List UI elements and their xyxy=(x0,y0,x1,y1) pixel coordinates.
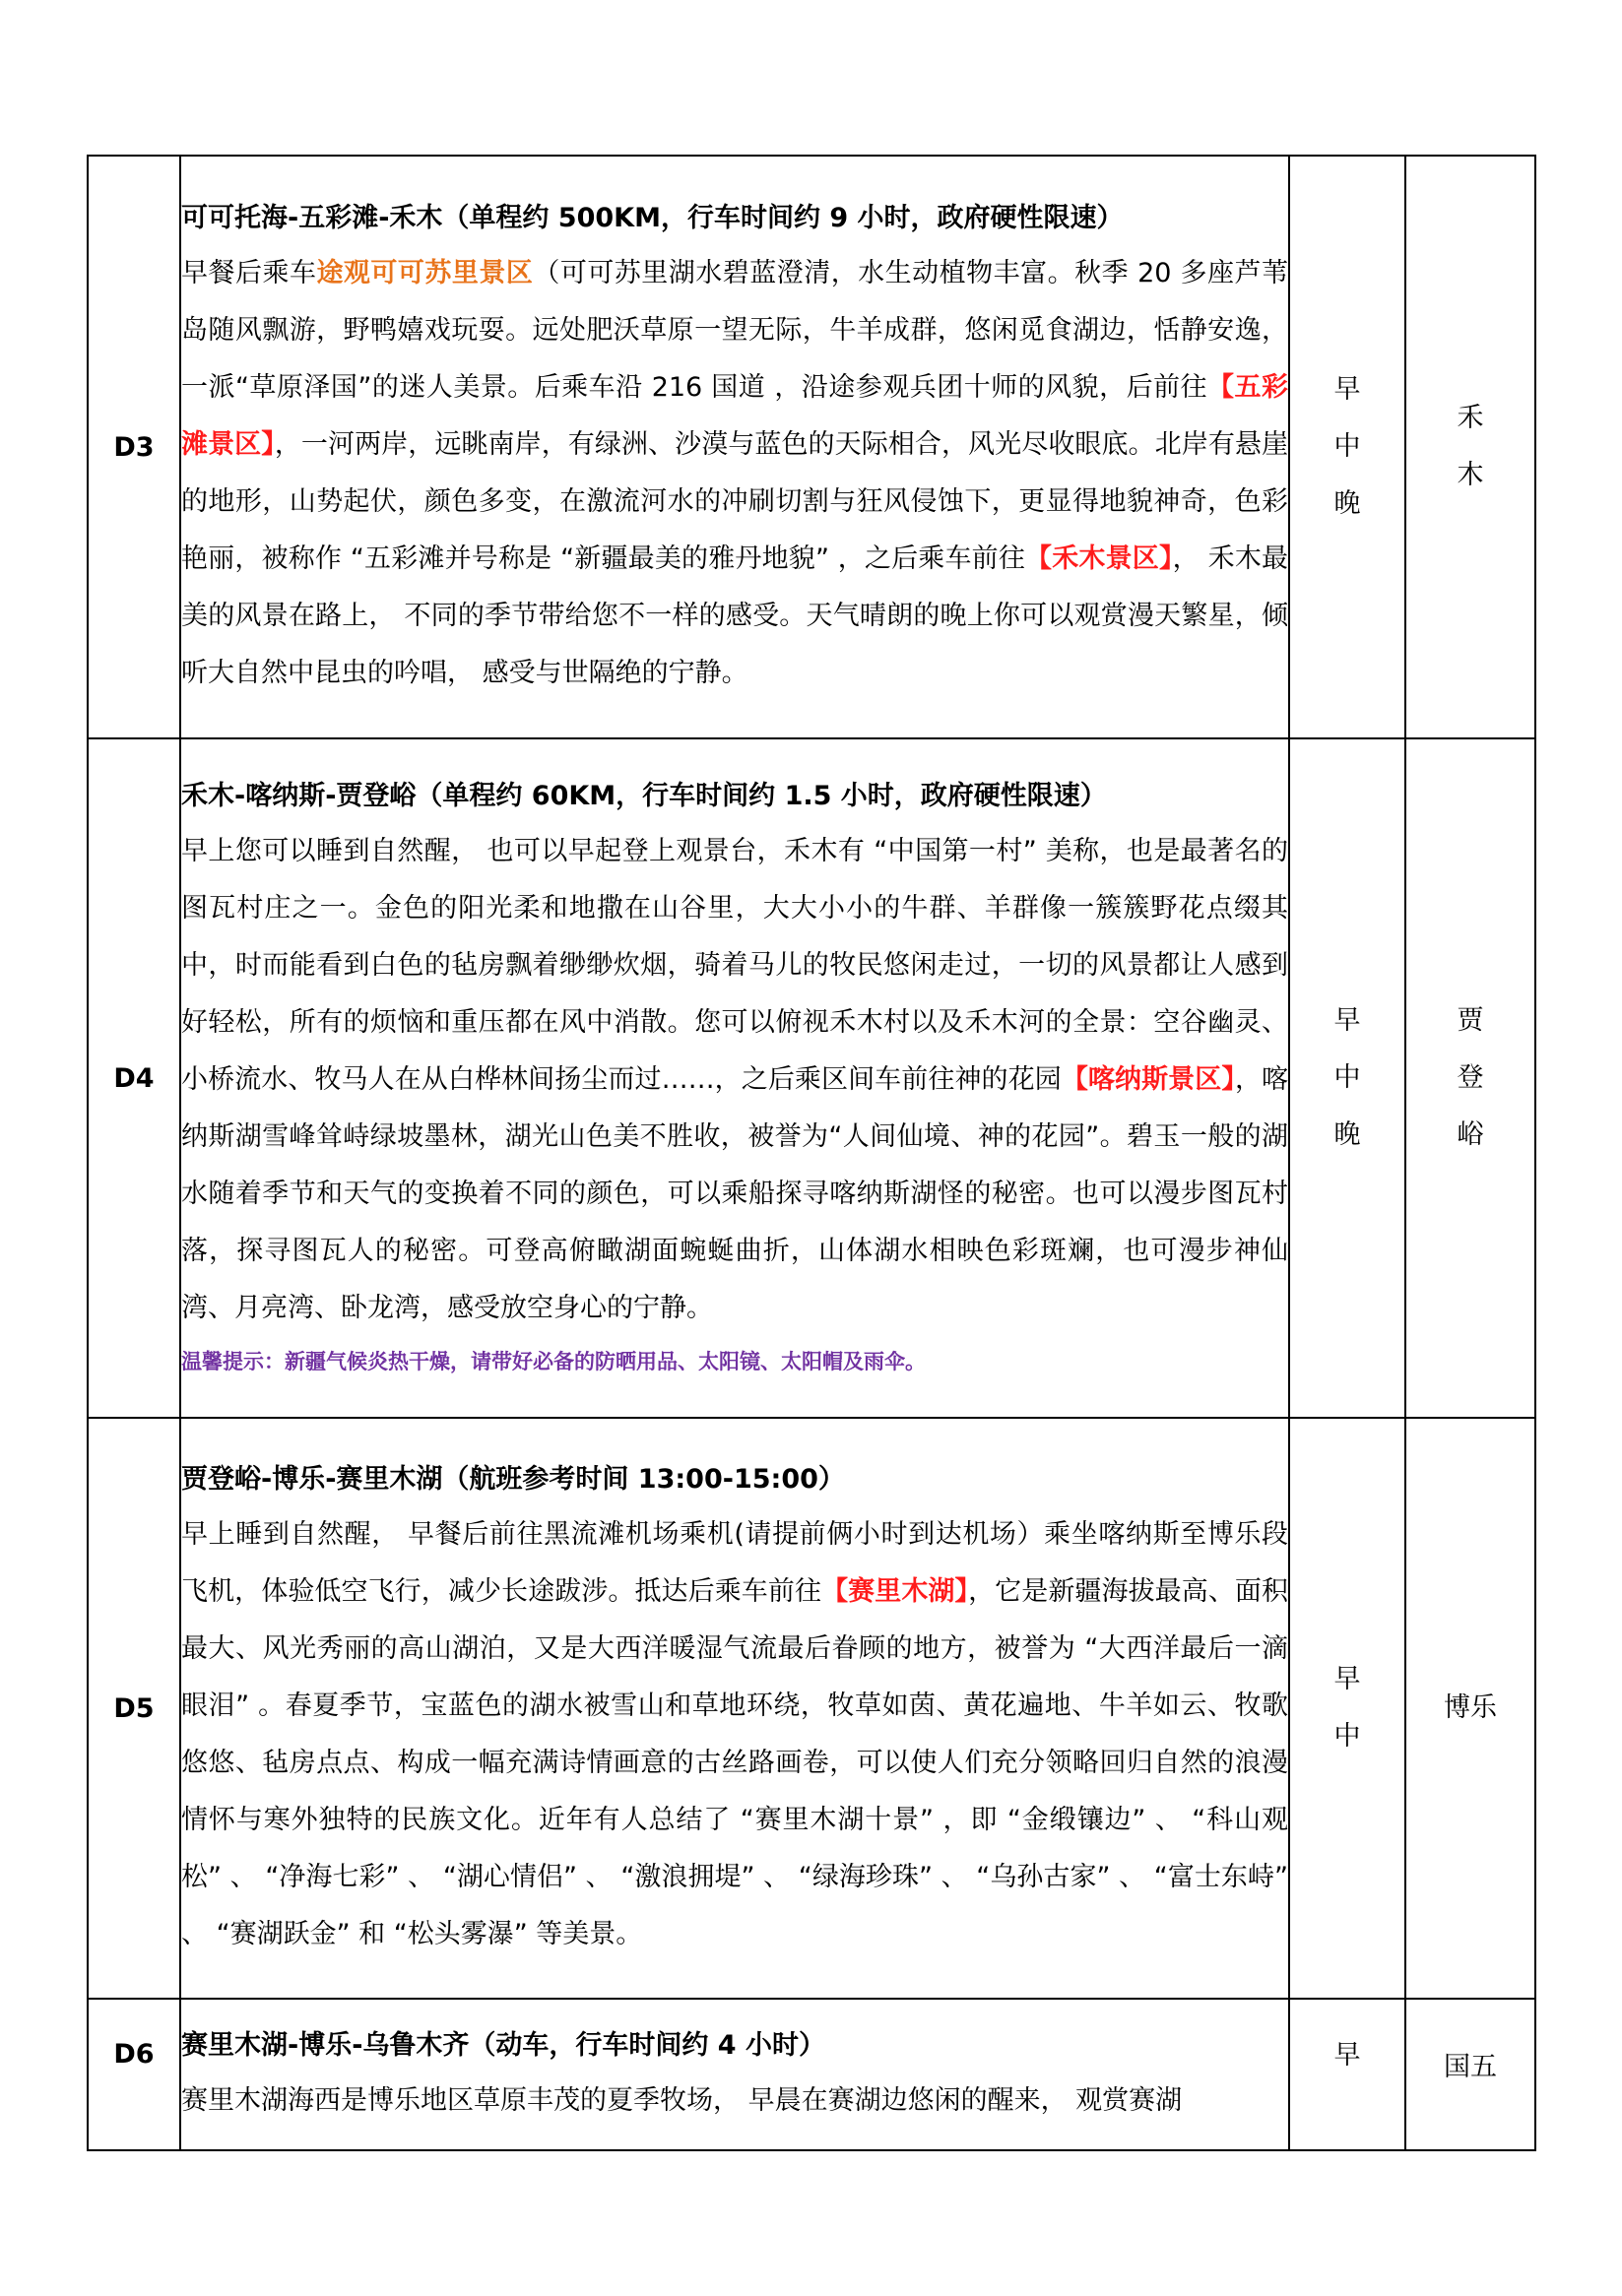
accommodation-text: 博乐 xyxy=(1444,1692,1497,1723)
scenic-spot-highlight: 【赛里木湖】 xyxy=(821,1576,969,1607)
meal-item: 晚 xyxy=(1333,1119,1361,1150)
meals-cell xyxy=(1289,1999,1405,2150)
meal-item: 晚 xyxy=(1333,488,1361,519)
day-label: D3 xyxy=(88,156,180,738)
description-text: 早上睡到自然醒， 早餐后前往黑流滩机场乘机(请提前俩小时到达机场）乘坐喀纳斯至博乐段飞机，体验低空飞行，减少长途跋涉。抵达后乘车前往 xyxy=(181,1519,1288,1607)
day-row xyxy=(88,738,1535,1418)
scenic-spot-highlight: 【五彩滩景区】 xyxy=(181,372,1288,460)
description-text: 早餐后乘车 xyxy=(181,258,317,288)
accommodation-cell xyxy=(1405,156,1535,738)
meal-item: 早 xyxy=(1333,1664,1361,1694)
route-title: 可可托海-五彩滩-禾木（单程约 500KM，行车时间约 9 小时，政府硬性限速） xyxy=(181,203,1124,233)
meals-cell xyxy=(1289,1418,1405,1999)
meal-item: 中 xyxy=(1333,1062,1361,1093)
scenic-spot-highlight: 【禾木景区】 xyxy=(1025,543,1173,574)
meal-item: 中 xyxy=(1333,1721,1361,1752)
meal-item: 早 xyxy=(1333,374,1361,405)
description-text: ， 禾木最美的风景在路上， 不同的季节带给您不一样的感受。天气晴朗的晚上你可以观赏漫天繁星，倾听大自然中昆虫的吟唱， 感受与世隔绝的宁静。 xyxy=(181,543,1288,688)
meal-item: 早 xyxy=(1333,1005,1361,1036)
description-text: 赛里木湖海西是博乐地区草原丰茂的夏季牧场， 早晨在赛湖边悠闲的醒来， 观赏赛湖 xyxy=(181,2085,1183,2116)
description-text: ，一河两岸，远眺南岸，有绿洲、沙漠与蓝色的天际相合，风光尽收眼底。北岸有悬崖的地形，山势起伏，颜色多变，在激流河水的冲刷切割与狂风侵蚀下，更显得地貌神奇，色彩艳丽，被称作 “五彩滩并号称是 “新疆最美的雅丹地貌” ，之后乘车前往 xyxy=(181,429,1289,574)
scenic-spot-highlight: 【喀纳斯景区】 xyxy=(1061,1064,1235,1095)
route-title: 赛里木湖-博乐-乌鲁木齐（动车，行车时间约 4 小时） xyxy=(181,2030,825,2061)
route-description xyxy=(181,1506,1288,1963)
accommodation-text: 峪 xyxy=(1457,1119,1484,1150)
description-text: ，它是新疆海拔最高、面积最大、风光秀丽的高山湖泊，又是大西洋暖湿气流最后眷顾的地方，被誉为 “大西洋最后一滴眼泪” 。春夏季节，宝蓝色的湖水被雪山和草地环绕，牧草如茵、黄花遍地、牛羊如云、牧歌悠悠、毡房点点、构成一幅充满诗情画意的古丝路画卷，可以使人们充分领略回归自然的浪漫情怀与寒外独特的民族文化。近年有人总结了 “赛里木湖十景” ，即 “金缎镶边” 、 “科山观松” 、 “净海七彩” 、 “湖心情侣” 、 “激浪拥堤” 、 “绿海珍珠” 、 “乌孙古家” 、 “富士东峙” 、 “赛湖跃金” 和 “松头雾瀑” 等美景。 xyxy=(181,1576,1289,1949)
day-label: D5 xyxy=(88,1418,180,1999)
accommodation-text: 登 xyxy=(1457,1062,1484,1093)
route-title: 贾登峪-博乐-赛里木湖（航班参考时间 13:00-15:00） xyxy=(181,1464,845,1495)
day-content xyxy=(180,1999,1289,2150)
description-text: （可可苏里湖水碧蓝澄清，水生动植物丰富。秋季 20 多座芦苇岛随风飘游，野鸭嬉戏玩耍。远处肥沃草原一望无际，牛羊成群，悠闲觅食湖边，恬静安逸，一派“草原泽国”的迷人美景。后乘车沿 216 国道 ，沿途参观兵团十师的风貌，后前往 xyxy=(181,258,1289,403)
day-row xyxy=(88,156,1535,738)
day-row xyxy=(88,1999,1535,2150)
description-text: ，喀纳斯湖雪峰耸峙绿坡墨林，湖光山色美不胜收，被誉为“人间仙境、神的花园”。碧玉一般的湖水随着季节和天气的变换着不同的颜色，可以乘船探寻喀纳斯湖怪的秘密。也可以漫步图瓦村落，探寻图瓦人的秘密。可登高俯瞰湖面蜿蜒曲折，山体湖水相映色彩斑斓，也可漫步神仙湾、月亮湾、卧龙湾，感受放空身心的宁静。 xyxy=(181,1064,1289,1323)
meal-item: 早 xyxy=(1333,2040,1361,2071)
itinerary-rows xyxy=(88,156,1535,2150)
meals-cell xyxy=(1289,156,1405,738)
day-row xyxy=(88,1418,1535,1999)
accommodation-cell xyxy=(1405,1418,1535,1999)
day-content xyxy=(180,738,1289,1418)
accommodation-text: 国五 xyxy=(1444,2052,1497,2082)
day-content xyxy=(180,1418,1289,1999)
meal-item: 中 xyxy=(1333,431,1361,462)
accommodation-cell xyxy=(1405,1999,1535,2150)
route-description xyxy=(181,823,1288,1337)
day-label: D6 xyxy=(88,1999,180,2150)
accommodation-text: 木 xyxy=(1457,460,1484,490)
route-title: 禾木-喀纳斯-贾登峪（单程约 60KM，行车时间约 1.5 小时，政府硬性限速） xyxy=(181,781,1107,811)
route-description xyxy=(181,2073,1288,2130)
meals-cell xyxy=(1289,738,1405,1418)
scenic-spot-highlight: 途观可可苏里景区 xyxy=(316,258,534,288)
accommodation-text: 贾 xyxy=(1457,1005,1484,1036)
description-text: 早上您可以睡到自然醒， 也可以早起登上观景台，禾木有 “中国第一村” 美称，也是最著名的图瓦村庄之一。金色的阳光柔和地撒在山谷里，大大小小的牛群、羊群像一簇簇野花点缀其中，时而能看到白色的毡房飘着缈缈炊烟，骑着马儿的牧民悠闲走过，一切的风景都让人感到好轻松，所有的烦恼和重压都在风中消散。您可以俯视禾木村以及禾木河的全景：空谷幽灵、小桥流水、牧马人在从白桦林间扬尘而过……，之后乘区间车前往神的花园 xyxy=(181,836,1288,1095)
travel-tip: 温馨提示：新疆气候炎热干燥，请带好必备的防晒用品、太阳镜、太阳帽及雨伞。 xyxy=(181,1350,926,1373)
itinerary-table xyxy=(87,155,1536,2151)
day-content xyxy=(180,156,1289,738)
route-description xyxy=(181,245,1288,702)
day-label: D4 xyxy=(88,738,180,1418)
accommodation-cell xyxy=(1405,738,1535,1418)
accommodation-text: 禾 xyxy=(1457,403,1484,433)
